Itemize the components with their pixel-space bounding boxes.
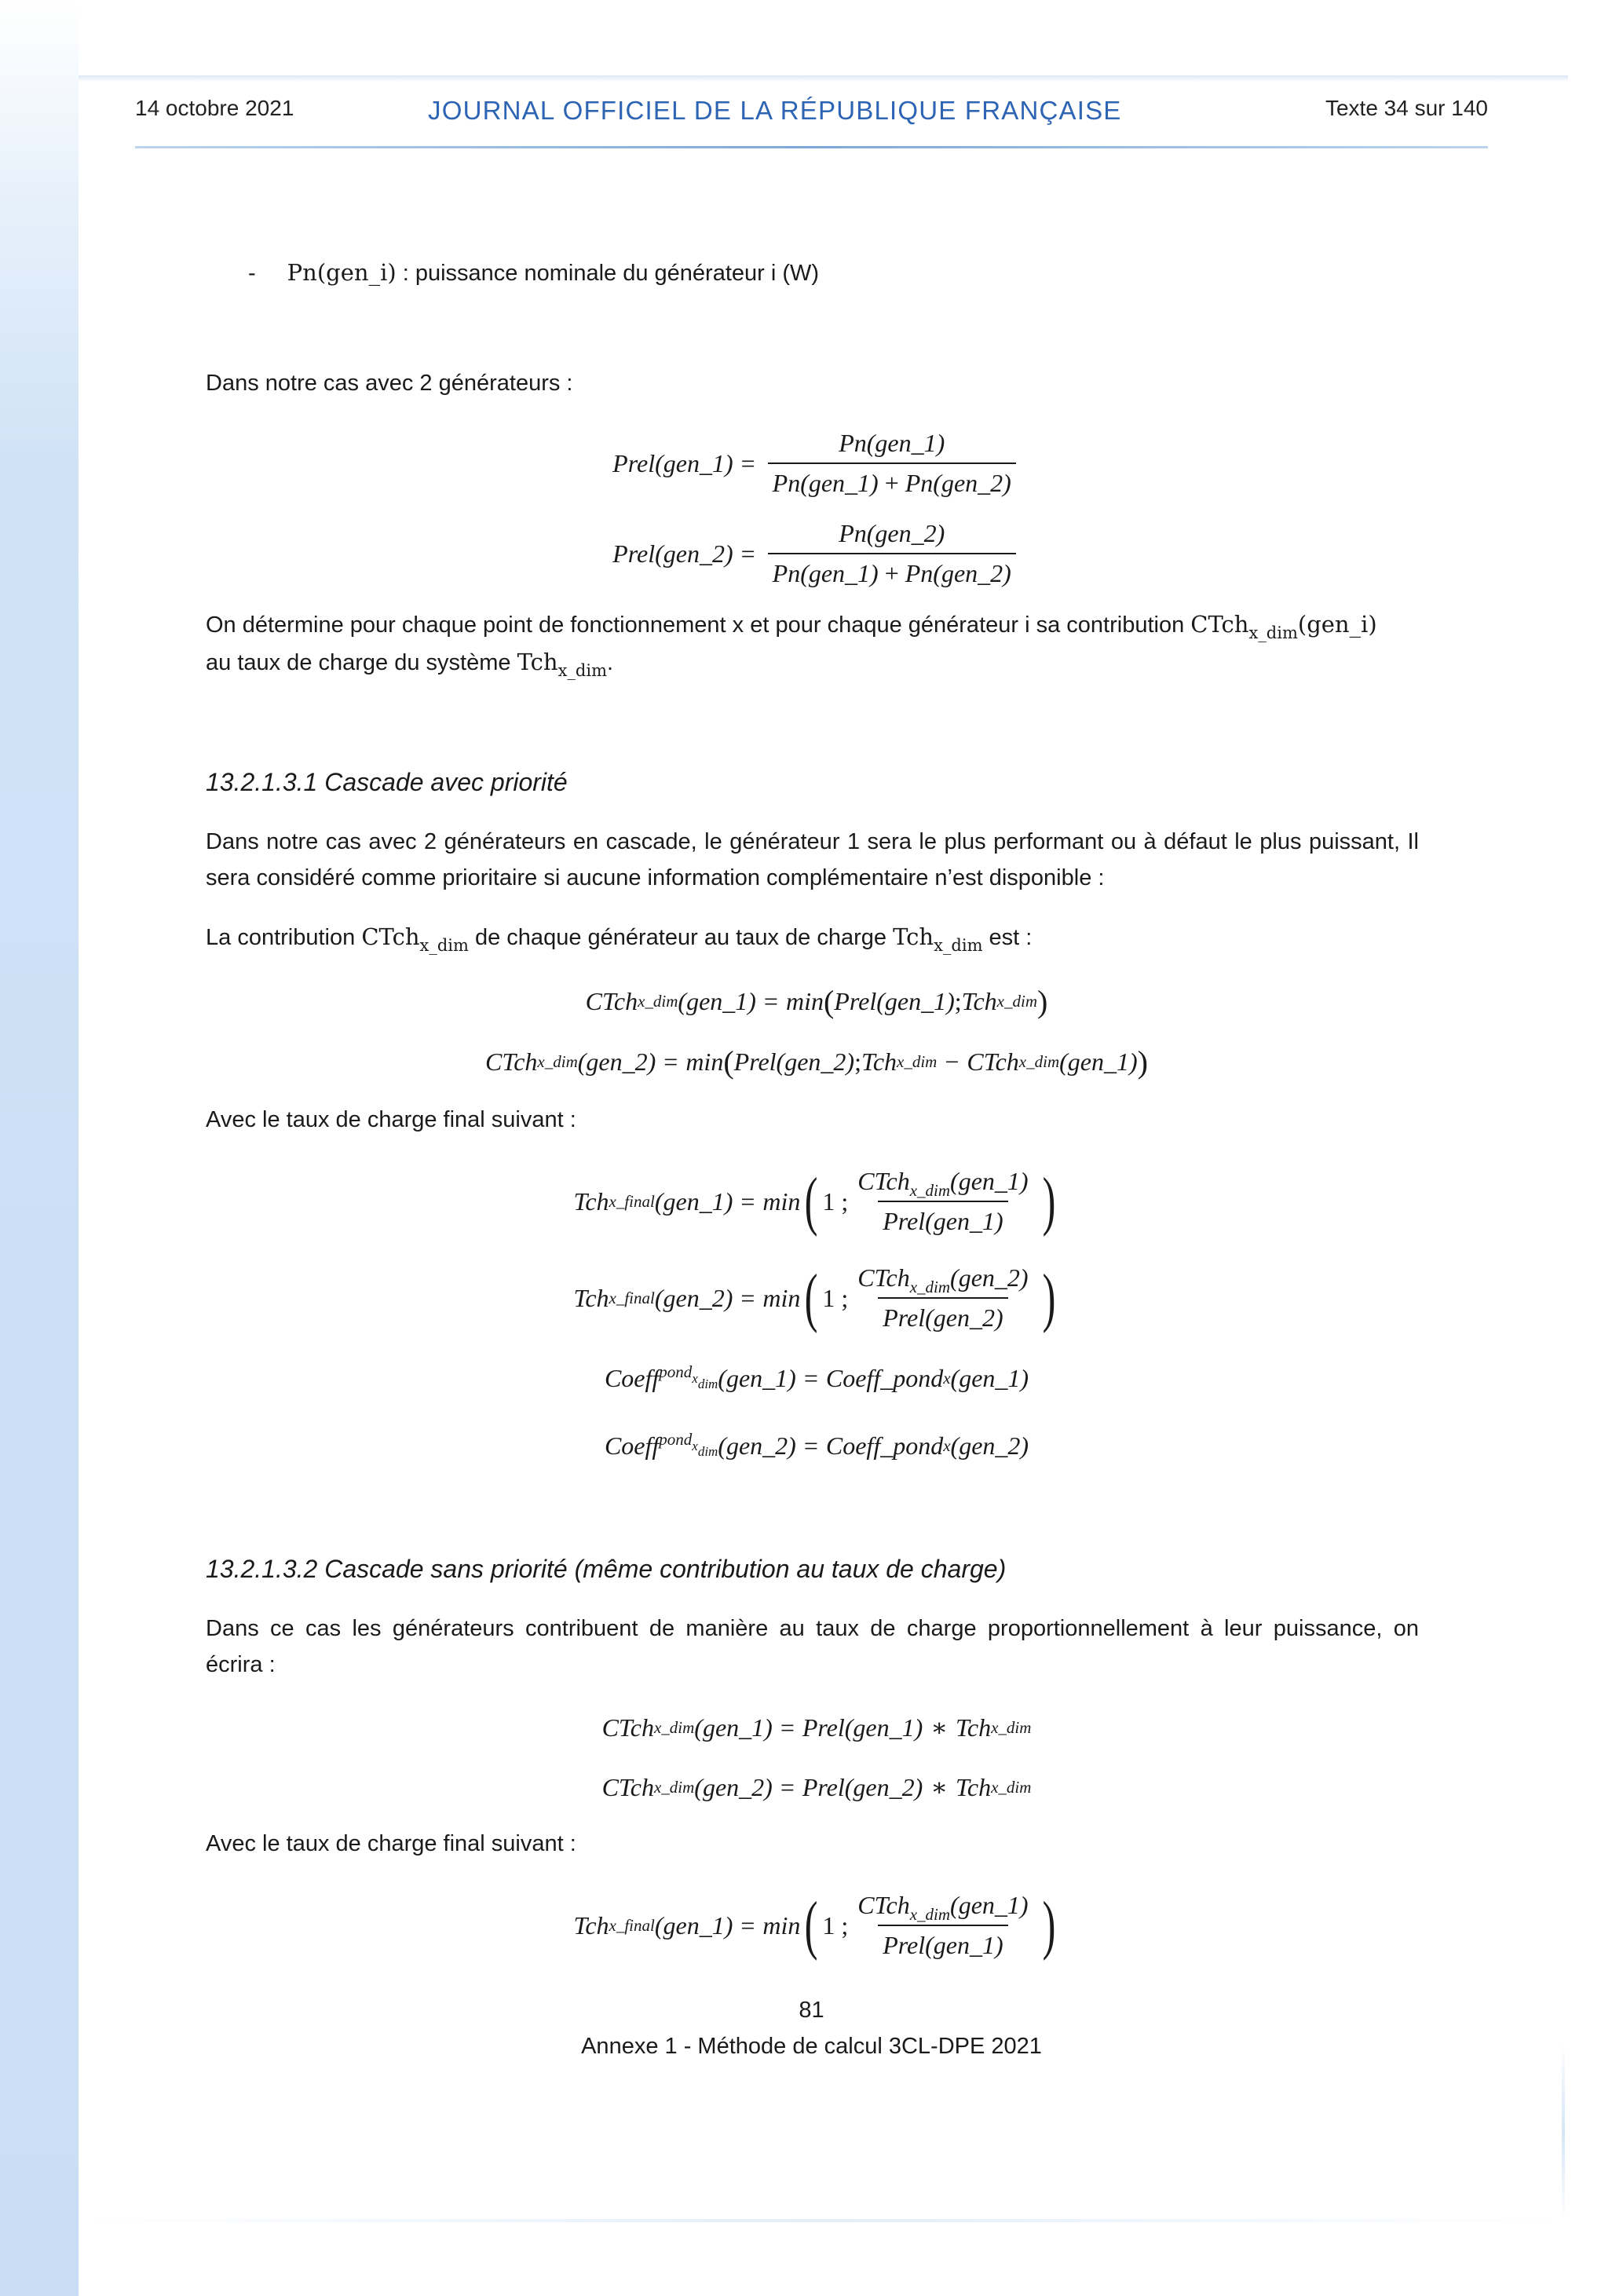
eq-symbol: Pn [772,559,801,587]
eq-arg: (gen_1) [654,1186,733,1216]
equation-coeff-gen2: Coeff pond$_{x_{dim}}$ (gen_2) = Coeff_pond x (gen_2) [604,1430,1029,1460]
eq-symbol: Tch [573,1910,609,1940]
fraction [853,1891,1033,1960]
eq-symbol: Prel [612,448,656,477]
eq-big-paren: ( [805,1164,818,1238]
eq-arg: (gen_1) [800,559,879,587]
determine-text: au taux de charge du système [206,650,517,675]
eq-sep: ; [854,1047,861,1076]
eq-symbol: CTch [857,1891,910,1919]
section2-final-intro: Avec le taux de charge final suivant : [206,1831,576,1856]
eq-arg: (gen_1) [866,429,945,457]
eq-plus: + [884,469,899,497]
eq-arg: (gen_1) [950,1363,1029,1392]
eq-symbol: Coeff_pond [825,1431,944,1460]
footer-annex-title: Annexe 1 - Méthode de calcul 3CL-DPE 2021 [581,2034,1042,2059]
equation-prel-gen2 [518,510,1115,597]
eq-arg: (gen_1) [950,1167,1029,1195]
eq-symbol: CTch [857,1167,910,1195]
determine-text: On détermine pour chaque point de fonctionnement x et pour chaque générateur i sa contribution [206,612,1191,638]
eq-sign: = [740,539,755,568]
eq-arg: (gen_1) [655,448,733,477]
eq-paren: ( [823,983,835,1019]
eq-symbol: Prel [883,1207,926,1235]
eq-arg: (gen_2) [950,1431,1029,1460]
ctch-symbol: CTch [1190,611,1249,638]
top-fade [79,75,1568,82]
section1-paragraph-line2: sera considéré comme prioritaire si aucune information complémentaire n’est disponible : [206,865,1105,890]
eq-min: min [785,986,824,1015]
section1-paragraph-line1: Dans notre cas avec 2 générateurs en cascade, le générateur 1 sera le plus performant ou à défaut le plus puissant, Il [206,829,1419,854]
footer-page-number: 81 [799,1998,824,2023]
eq-one: 1 ; [822,1910,849,1940]
xdim-subscript: x_dim [1248,623,1298,642]
eq-times: ∗ [930,1713,949,1742]
eq-arg: (gen_2) [776,1047,855,1076]
ctch-symbol: CTch [361,923,420,950]
bullet-item [248,259,819,287]
eq-symbol: Prel [733,1047,777,1076]
eq-arg: (gen_2) [577,1047,656,1076]
bullet-desc: : puissance nominale du générateur i (W) [396,261,820,286]
section1-final-intro: Avec le taux de charge final suivant : [206,1107,576,1132]
tch-symbol: Tch [893,923,934,950]
eq-one: 1 ; [822,1283,849,1312]
eq-big-paren: ) [1042,1164,1055,1238]
eq-arg: (gen_2) [844,1772,923,1801]
eq-sign: = [803,1363,818,1392]
eq-minus: − [945,1047,960,1076]
equation-ctch-gen1-proportional: CTch x_dim (gen_1) = Prel (gen_1) ∗ Tch x_dim [601,1713,1032,1742]
eq-arg: (gen_1) [876,986,955,1015]
eq-symbol: CTch [585,986,638,1015]
eq-subscript: pond [659,1362,693,1381]
eq-min: min [762,1283,801,1312]
eq-symbol: Pn [905,469,934,497]
eq-symbol: Tch [956,1713,992,1742]
eq-sign: = [740,448,755,477]
eq-subscript: dim [697,1377,718,1391]
contribution-text: est : [982,925,1033,950]
eq-arg: (gen_2) [866,519,945,547]
section-heading-cascade-priority: 13.2.1.3.1 Cascade avec priorité [206,768,568,796]
header-rule [135,146,1488,148]
eq-sign: = [780,1713,795,1742]
eq-symbol: CTch [601,1772,654,1801]
eq-arg: (gen_1) [925,1931,1003,1959]
eq-arg: (gen_1) [678,986,756,1015]
eq-symbol: Tch [861,1047,897,1076]
eq-min: min [762,1910,801,1940]
section2-paragraph-line2: écrira : [206,1652,276,1677]
contribution-text: La contribution [206,925,362,950]
eq-symbol: Prel [883,1931,926,1959]
bullet-dash: - [248,261,256,286]
eq-min: min [685,1047,724,1076]
period: . [607,650,614,675]
eq-arg: (gen_2) [925,1303,1003,1332]
eq-symbol: Pn [905,559,934,587]
eq-sign: = [780,1772,795,1801]
equation-tch-final-gen1: Tch x_final (gen_1) = min ( 1 ; $\frac{CTch_{x\_dim}(gen\_1)}{\text{Prel(gen\_1)}}$ ) [573,1164,1055,1238]
header-journal-title: JOURNAL OFFICIEL DE LA RÉPUBLIQUE FRANÇAISE [428,96,1122,125]
bullet-term: Pn(gen_i) [287,259,397,286]
equation-ctch-gen1-priority: CTch x_dim (gen_1) = min ( Prel (gen_1) ; Tch x_dim ) [585,983,1048,1019]
eq-symbol: Tch [573,1283,609,1312]
eq-sep: ; [954,986,962,1015]
eq-subscript: x_dim [909,1905,951,1924]
eq-subscript: x_dim [909,1181,951,1200]
intro-two-generators: Dans notre cas avec 2 générateurs : [206,371,573,396]
eq-symbol: Prel [834,986,877,1015]
eq-arg: (gen_1) [718,1363,796,1392]
eq-sign: = [763,986,778,1015]
eq-big-paren: ) [1042,1888,1055,1961]
section2-paragraph-line1: Dans ce cas les générateurs contribuent de manière au taux de charge proportionnellement à leur puissance, on [206,1616,1419,1641]
determine-line2 [206,649,614,680]
contribution-text: de chaque générateur au taux de charge [468,925,894,950]
eq-symbol: Prel [802,1713,845,1742]
eq-times: ∗ [930,1773,949,1801]
eq-big-paren: ) [1042,1261,1055,1334]
fraction [768,519,1016,588]
eq-sign: = [740,1186,755,1216]
eq-arg: (gen_1) [1059,1047,1138,1076]
equation-ctch-gen2-priority: CTch x_dim (gen_2) = min ( Prel (gen_2) ; Tch x_dim − CTch x_dim (gen_1) ) [485,1044,1148,1080]
eq-symbol: Prel [883,1303,926,1332]
eq-symbol: Coeff [604,1363,660,1392]
eq-arg: (gen_1) [800,469,879,497]
eq-subscript: x_dim [909,1278,951,1296]
fraction [768,429,1016,498]
eq-symbol: Coeff_pond [825,1363,944,1392]
eq-arg: (gen_2) [933,559,1011,587]
xdim-subscript: x_dim [419,936,469,955]
frame-right-edge [1562,2042,1565,2222]
determine-line1 [206,611,1377,642]
equation-ctch-gen2-proportional: CTch x_dim (gen_2) = Prel (gen_2) ∗ Tch x_dim [601,1772,1032,1801]
section1-contribution-line [206,923,1033,955]
gen-i-arg: (gen_i) [1297,611,1377,638]
eq-arg: (gen_1) [654,1910,733,1940]
eq-arg: (gen_1) [844,1713,923,1742]
eq-subscript: x [692,1439,698,1453]
eq-sign: = [663,1047,678,1076]
eq-paren: ( [723,1044,734,1080]
tch-symbol: Tch [517,649,558,675]
eq-symbol: Pn [839,429,867,457]
eq-symbol: Pn [839,519,867,547]
eq-arg: (gen_2) [655,539,733,568]
eq-plus: + [884,559,899,587]
left-margin-band [0,0,79,2296]
equation-coeff-gen1: Coeff pond$_{x_{dim}}$ (gen_1) = Coeff_pond x (gen_1) [604,1362,1029,1392]
eq-arg: (gen_2) [950,1263,1029,1292]
eq-min: min [762,1186,801,1216]
header-date: 14 octobre 2021 [135,96,294,120]
eq-symbol: Tch [956,1772,992,1801]
equation-tch-final-gen1-proportional: Tch x_final (gen_1) = min ( 1 ; $\frac{CTch_{x\_dim}(gen\_1)}{\text{Prel(gen\_1)}}$ ) [573,1888,1055,1961]
eq-symbol: Prel [802,1772,845,1801]
eq-sign: = [740,1283,755,1312]
eq-arg: (gen_2) [694,1772,773,1801]
eq-symbol: Pn [772,469,801,497]
eq-arg: (gen_2) [933,469,1011,497]
eq-arg: (gen_2) [718,1431,796,1460]
eq-big-paren: ( [805,1888,818,1961]
eq-arg: (gen_2) [654,1283,733,1312]
eq-paren: ) [1037,983,1048,1019]
fraction [853,1167,1033,1236]
eq-arg: (gen_1) [950,1891,1029,1919]
eq-symbol: CTch [601,1713,654,1742]
eq-symbol: CTch [485,1047,538,1076]
eq-one: 1 ; [822,1186,849,1216]
equation-tch-final-gen2: Tch x_final (gen_2) = min ( 1 ; $\frac{CTch_{x\_dim}(gen\_2)}{\text{Prel(gen\_2)}}$ ) [573,1261,1055,1334]
eq-arg: (gen_1) [694,1713,773,1742]
eq-symbol: Prel [612,539,656,568]
frame-bottom-edge [79,2219,1565,2222]
eq-subscript: pond [659,1430,693,1449]
xdim-subscript: x_dim [557,661,608,680]
eq-symbol: Tch [573,1186,609,1216]
eq-symbol: Coeff [604,1431,660,1460]
eq-big-paren: ( [805,1261,818,1334]
xdim-subscript: x_dim [934,936,983,955]
eq-paren: ) [1137,1044,1148,1080]
eq-sign: = [740,1910,755,1940]
eq-symbol: CTch [967,1047,1019,1076]
eq-arg: (gen_1) [925,1207,1003,1235]
eq-sign: = [803,1431,818,1460]
fraction [853,1263,1033,1333]
eq-symbol: Tch [961,986,997,1015]
section-heading-cascade-no-priority: 13.2.1.3.2 Cascade sans priorité (même contribution au taux de charge) [206,1555,1007,1583]
equation-prel-gen1 [518,420,1115,506]
eq-symbol: CTch [857,1263,910,1292]
eq-subscript: x [692,1371,698,1386]
eq-subscript: dim [697,1444,718,1459]
header-text-ref: Texte 34 sur 140 [1325,96,1488,120]
